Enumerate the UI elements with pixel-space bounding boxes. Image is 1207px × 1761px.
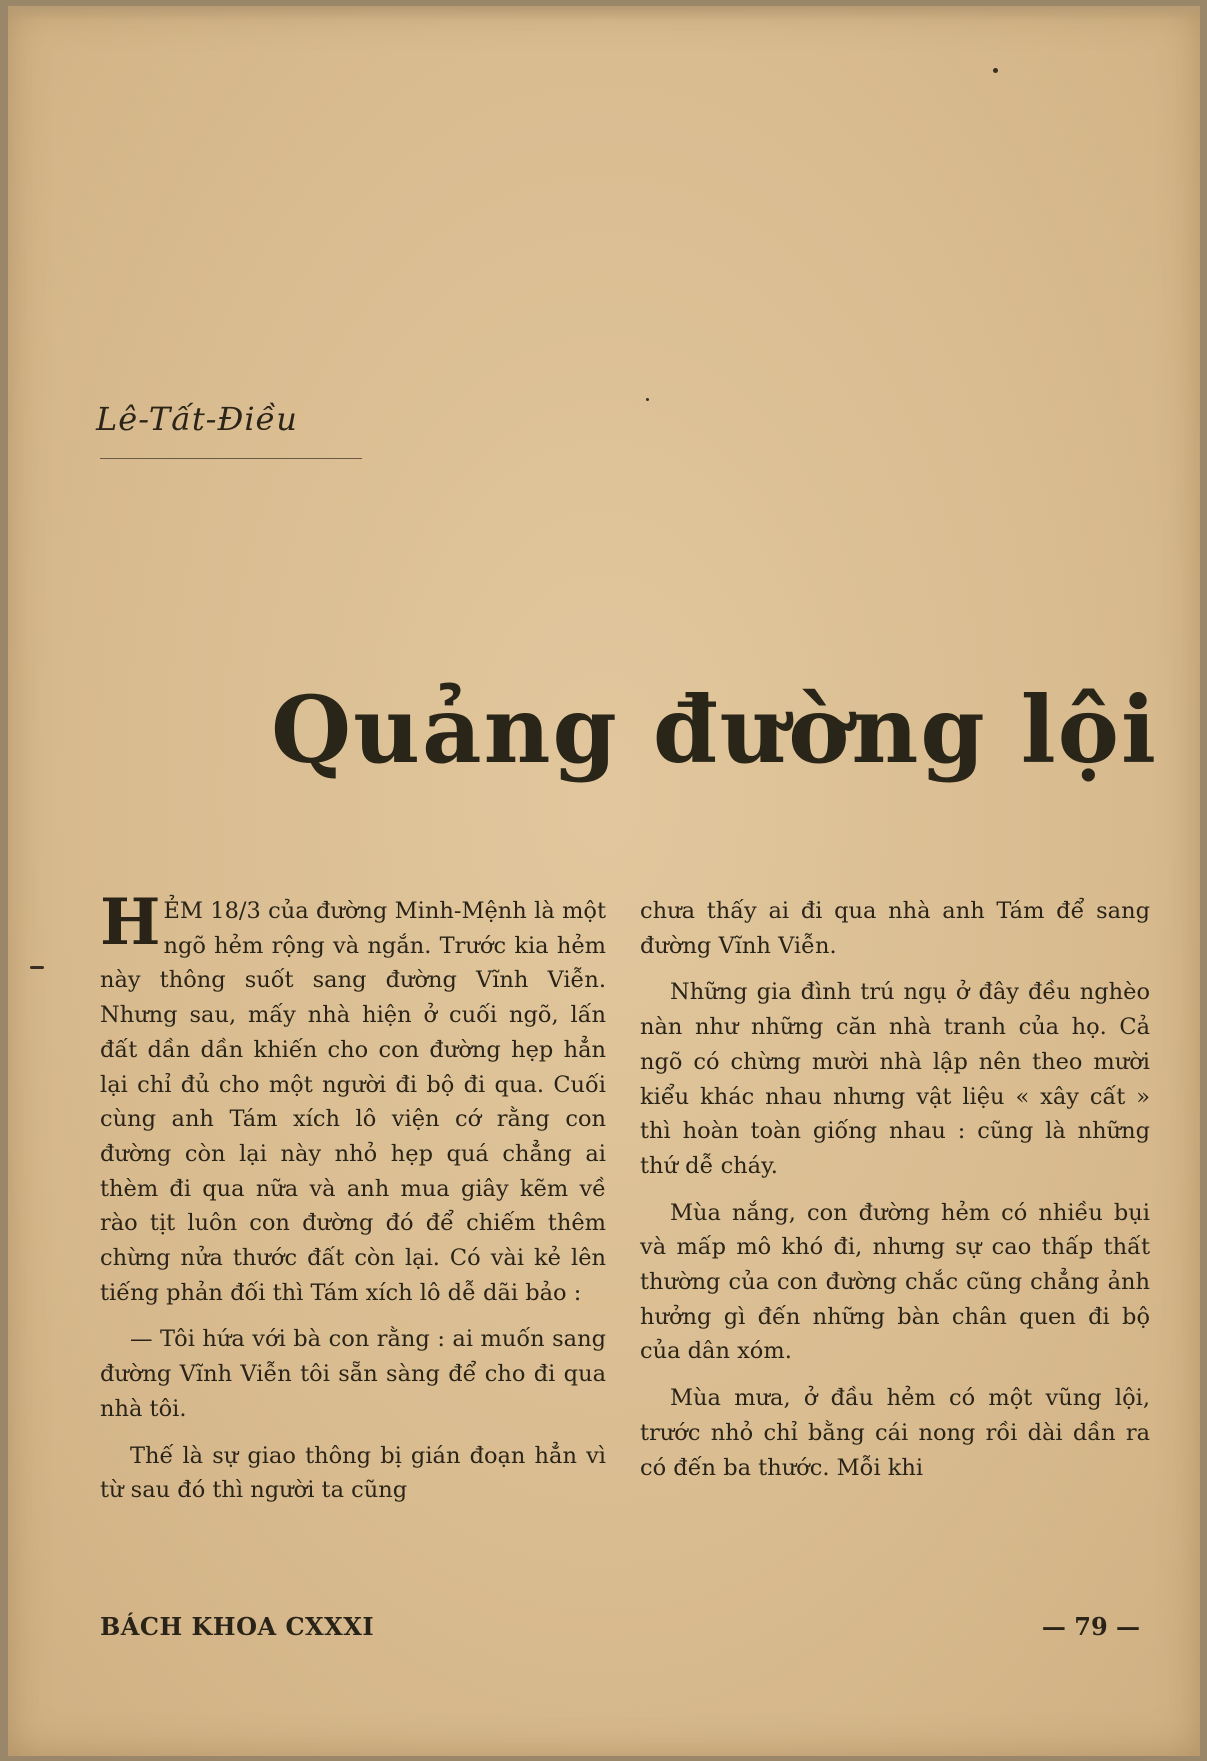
- paragraph: chưa thấy ai đi qua nhà anh Tám để sang đường Vĩnh Viễn.: [640, 898, 1150, 959]
- paragraph: Những gia đình trú ngụ ở đây đều nghèo nàn như những căn nhà tranh của họ. Cả ngõ có chừng mười nhà lập nên theo mười kiểu khác nhau nhưng vật liệu « xây cất » thì hoàn toàn giống nhau : cũng là những thứ dễ cháy.: [640, 979, 1150, 1179]
- author-signature: Lê-Tất-Điều: [96, 400, 298, 438]
- paper-speck: [30, 966, 44, 969]
- article-title: Quảng đường lội: [271, 676, 1158, 784]
- paragraph: — Tôi hứa với bà con rằng : ai muốn sang đường Vĩnh Viễn tôi sẵn sàng để cho đi qua nhà tôi.: [100, 1326, 606, 1422]
- paragraph: [100, 885, 606, 1310]
- paper-speck: [993, 68, 998, 73]
- paragraph: Mùa mưa, ở đầu hẻm có một vũng lội, trước nhỏ chỉ bằng cái nong rồi dài dần ra có đến ba thước. Mỗi khi: [640, 1385, 1150, 1481]
- paragraph: Thế là sự giao thông bị gián đoạn hẳn vì từ sau đó thì người ta cũng: [100, 1442, 606, 1504]
- paragraph-text: ẺM 18/3 của đường Minh-Mệnh là một ngõ hẻm rộng và ngắn. Trước kia hẻm này thông suốt sang đường Vĩnh Viễn. Nhưng sau, mấy nhà hiện ở cuối ngõ, lấn đất dần dần khiến cho con đường hẹp hẳn lại chỉ đủ cho một người đi bộ đi qua. Cuối cùng anh Tám xích lô viện cớ rằng con đường còn lại này nhỏ hẹp quá chẳng ai thèm đi qua nữa và anh mua giây kẽm về rào tịt luôn con đường đó để chiếm thêm chừng nửa thước đất còn lại. Có vài kẻ lên tiếng phản đối thì Tám xích lô dễ dãi bảo :: [100, 898, 606, 1306]
- drop-cap: H: [100, 885, 161, 960]
- paragraph: Mùa nắng, con đường hẻm có nhiều bụi và mấp mô khó đi, nhưng sự cao thấp thất thường của con đường chắc cũng chẳng ảnh hưởng gì đến những bàn chân quen đi bộ của dân xóm.: [640, 1199, 1150, 1365]
- signature-underline: [100, 458, 362, 459]
- paper-speck: [646, 398, 649, 401]
- right-column: [640, 894, 1150, 1485]
- magazine-page: [8, 6, 1200, 1756]
- left-column: [100, 885, 606, 1508]
- publication-footer: BÁCH KHOA CXXXI: [100, 1612, 375, 1641]
- page-number: — 79 —: [1041, 1612, 1140, 1641]
